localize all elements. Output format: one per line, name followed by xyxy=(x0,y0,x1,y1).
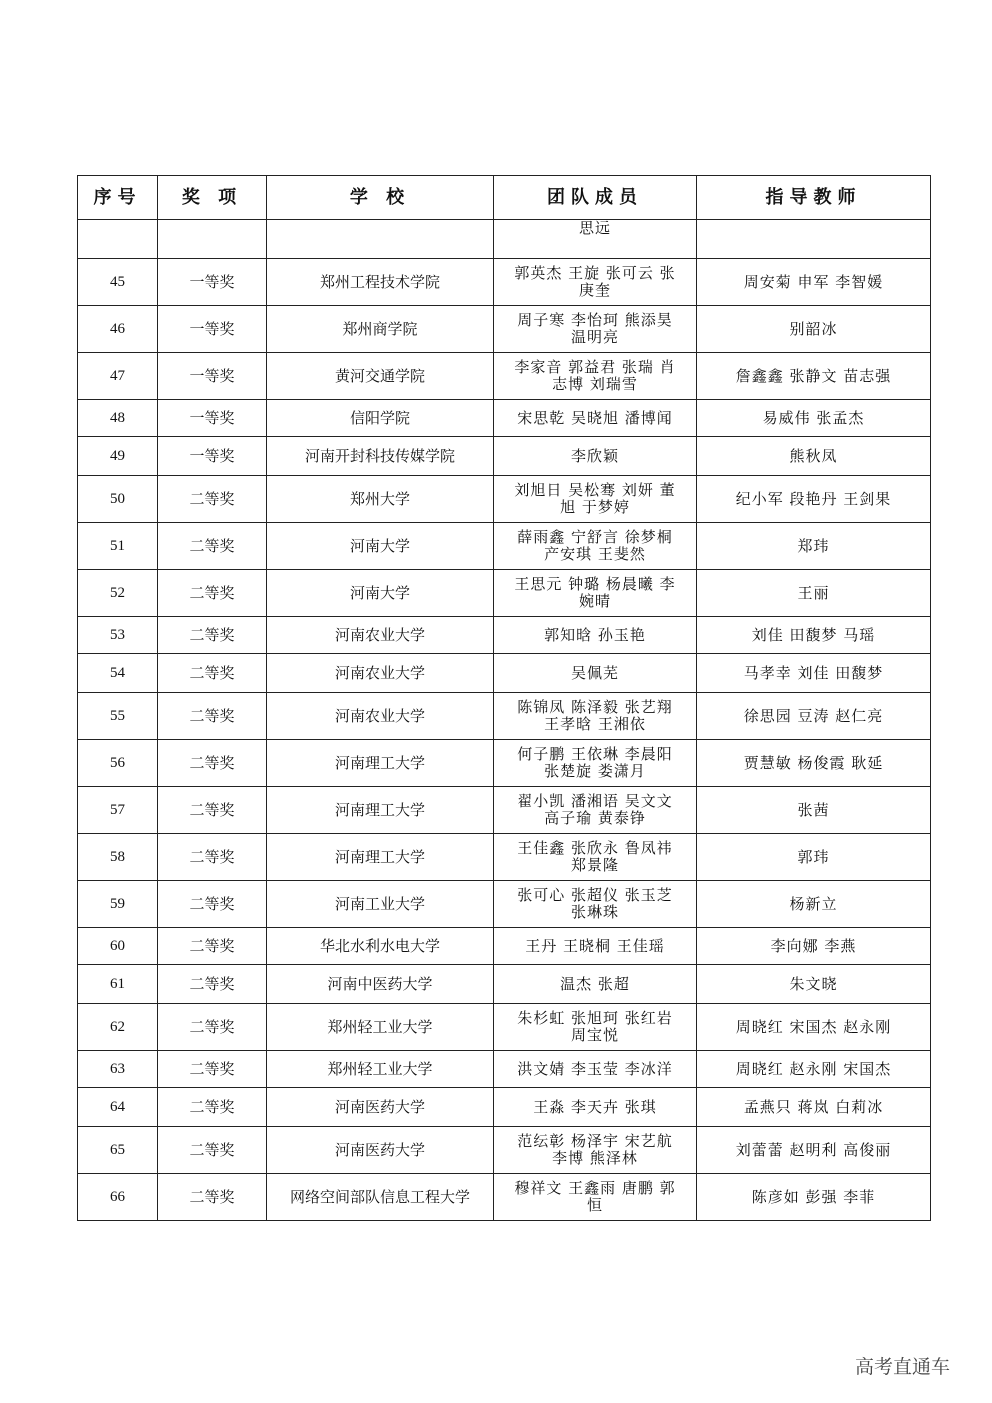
cell-members: 翟小凯 潘湘语 吴文文 高子瑜 黄泰铮 xyxy=(494,787,697,834)
cell-school: 河南大学 xyxy=(267,570,494,617)
cell-award: 二等奖 xyxy=(158,1127,267,1174)
cell-no: 65 xyxy=(78,1127,158,1174)
cell-teachers: 刘蕾蕾 赵明利 高俊丽 xyxy=(697,1127,931,1174)
cell-teachers: 王丽 xyxy=(697,570,931,617)
cell-school: 河南理工大学 xyxy=(267,740,494,787)
cell-teachers: 朱文晓 xyxy=(697,965,931,1004)
table-row xyxy=(78,965,931,1004)
cell-members: 穆祥文 王鑫雨 唐鹏 郭恒 xyxy=(494,1174,697,1221)
cell-school: 网络空间部队信息工程大学 xyxy=(267,1174,494,1221)
cell-teachers xyxy=(697,220,931,259)
cell-members: 范纭彰 杨泽宇 宋艺航 李博 熊泽林 xyxy=(494,1127,697,1174)
cell-teachers: 孟燕只 蒋岚 白莉冰 xyxy=(697,1088,931,1127)
cell-teachers: 张茜 xyxy=(697,787,931,834)
cell-teachers: 贾慧敏 杨俊霞 耿延 xyxy=(697,740,931,787)
cell-members: 薛雨鑫 宁舒言 徐梦桐 产安琪 王斐然 xyxy=(494,523,697,570)
cell-members: 张可心 张超仪 张玉芝 张琳珠 xyxy=(494,881,697,928)
cell-members: 思远 xyxy=(494,220,697,259)
cell-no: 63 xyxy=(78,1051,158,1088)
cell-no: 60 xyxy=(78,928,158,965)
cell-school: 河南医药大学 xyxy=(267,1127,494,1174)
cell-members: 王佳鑫 张欣永 鲁凤祎 郑景隆 xyxy=(494,834,697,881)
cell-award: 二等奖 xyxy=(158,965,267,1004)
cell-school: 郑州大学 xyxy=(267,476,494,523)
cell-members: 温杰 张超 xyxy=(494,965,697,1004)
cell-teachers: 刘佳 田馥梦 马瑶 xyxy=(697,617,931,654)
header-members: 团队成员 xyxy=(494,176,697,220)
cell-school: 郑州轻工业大学 xyxy=(267,1051,494,1088)
table-row xyxy=(78,306,931,353)
table-row xyxy=(78,617,931,654)
cell-school: 郑州工程技术学院 xyxy=(267,259,494,306)
cell-teachers: 周安菊 申军 李智媛 xyxy=(697,259,931,306)
cell-award xyxy=(158,220,267,259)
cell-award: 一等奖 xyxy=(158,259,267,306)
table-row xyxy=(78,220,931,259)
cell-members: 宋思乾 吴晓旭 潘博闻 xyxy=(494,400,697,437)
cell-members: 陈锦凤 陈泽毅 张艺翔 王孝晗 王湘依 xyxy=(494,693,697,740)
cell-school: 河南农业大学 xyxy=(267,617,494,654)
cell-members: 吴佩芜 xyxy=(494,654,697,693)
table-row xyxy=(78,740,931,787)
cell-award: 二等奖 xyxy=(158,476,267,523)
cell-no: 61 xyxy=(78,965,158,1004)
cell-school: 河南农业大学 xyxy=(267,654,494,693)
cell-members: 郭知晗 孙玉艳 xyxy=(494,617,697,654)
cell-award: 二等奖 xyxy=(158,740,267,787)
cell-award: 二等奖 xyxy=(158,1004,267,1051)
cell-school: 河南理工大学 xyxy=(267,787,494,834)
cell-no: 55 xyxy=(78,693,158,740)
cell-teachers: 纪小军 段艳丹 王剑果 xyxy=(697,476,931,523)
table-row xyxy=(78,928,931,965)
cell-members: 周子寒 李怡珂 熊添昊 温明亮 xyxy=(494,306,697,353)
cell-no: 62 xyxy=(78,1004,158,1051)
cell-no: 45 xyxy=(78,259,158,306)
table-row xyxy=(78,570,931,617)
cell-members: 李家音 郭益君 张瑞 肖志博 刘瑞雪 xyxy=(494,353,697,400)
cell-school: 黄河交通学院 xyxy=(267,353,494,400)
cell-teachers: 周晓红 赵永刚 宋国杰 xyxy=(697,1051,931,1088)
table-row xyxy=(78,353,931,400)
table-row xyxy=(78,693,931,740)
cell-no: 48 xyxy=(78,400,158,437)
table-row xyxy=(78,834,931,881)
cell-no: 46 xyxy=(78,306,158,353)
cell-members: 李欣颖 xyxy=(494,437,697,476)
cell-no: 59 xyxy=(78,881,158,928)
cell-school: 河南农业大学 xyxy=(267,693,494,740)
cell-award: 一等奖 xyxy=(158,353,267,400)
cell-school: 河南大学 xyxy=(267,523,494,570)
cell-no: 54 xyxy=(78,654,158,693)
cell-award: 二等奖 xyxy=(158,1088,267,1127)
cell-school: 河南开封科技传媒学院 xyxy=(267,437,494,476)
cell-no: 66 xyxy=(78,1174,158,1221)
cell-teachers: 易威伟 张孟杰 xyxy=(697,400,931,437)
cell-no: 53 xyxy=(78,617,158,654)
cell-teachers: 郭玮 xyxy=(697,834,931,881)
cell-award: 二等奖 xyxy=(158,1051,267,1088)
cell-teachers: 马孝幸 刘佳 田馥梦 xyxy=(697,654,931,693)
cell-school: 河南工业大学 xyxy=(267,881,494,928)
cell-no: 57 xyxy=(78,787,158,834)
table-row xyxy=(78,1088,931,1127)
header-no: 序号 xyxy=(78,176,158,220)
cell-no: 58 xyxy=(78,834,158,881)
cell-members: 王思元 钟璐 杨晨曦 李婉晴 xyxy=(494,570,697,617)
cell-teachers: 周晓红 宋国杰 赵永刚 xyxy=(697,1004,931,1051)
header-award: 奖 项 xyxy=(158,176,267,220)
cell-award: 二等奖 xyxy=(158,834,267,881)
table-row xyxy=(78,1051,931,1088)
cell-teachers: 熊秋凤 xyxy=(697,437,931,476)
table-row xyxy=(78,476,931,523)
cell-school: 河南理工大学 xyxy=(267,834,494,881)
cell-members: 洪文婧 李玉莹 李冰洋 xyxy=(494,1051,697,1088)
cell-award: 二等奖 xyxy=(158,617,267,654)
cell-teachers: 徐思园 豆涛 赵仁亮 xyxy=(697,693,931,740)
cell-school: 华北水利水电大学 xyxy=(267,928,494,965)
cell-teachers: 李向娜 李燕 xyxy=(697,928,931,965)
table-row xyxy=(78,881,931,928)
table-row xyxy=(78,259,931,306)
cell-award: 二等奖 xyxy=(158,928,267,965)
cell-award: 二等奖 xyxy=(158,523,267,570)
cell-no xyxy=(78,220,158,259)
cell-no: 50 xyxy=(78,476,158,523)
header-school: 学 校 xyxy=(267,176,494,220)
cell-award: 二等奖 xyxy=(158,787,267,834)
cell-teachers: 陈彦如 彭强 李菲 xyxy=(697,1174,931,1221)
cell-school: 河南中医药大学 xyxy=(267,965,494,1004)
table-header-row xyxy=(78,176,931,220)
cell-no: 52 xyxy=(78,570,158,617)
cell-school: 信阳学院 xyxy=(267,400,494,437)
cell-school: 郑州商学院 xyxy=(267,306,494,353)
cell-members: 王淼 李天卉 张琪 xyxy=(494,1088,697,1127)
table-row xyxy=(78,400,931,437)
table-row xyxy=(78,437,931,476)
cell-award: 二等奖 xyxy=(158,570,267,617)
table-row xyxy=(78,654,931,693)
table-row xyxy=(78,1004,931,1051)
cell-teachers: 詹鑫鑫 张静文 苗志强 xyxy=(697,353,931,400)
cell-no: 64 xyxy=(78,1088,158,1127)
cell-members: 何子鹏 王依琳 李晨阳 张楚旋 娄潇月 xyxy=(494,740,697,787)
cell-teachers: 杨新立 xyxy=(697,881,931,928)
header-teachers: 指导教师 xyxy=(697,176,931,220)
table-row xyxy=(78,787,931,834)
cell-members: 王丹 王晓桐 王佳瑶 xyxy=(494,928,697,965)
table-body xyxy=(78,220,931,1221)
table-row xyxy=(78,523,931,570)
cell-teachers: 郑玮 xyxy=(697,523,931,570)
table-row xyxy=(78,1127,931,1174)
cell-members: 郭英杰 王旋 张可云 张庚奎 xyxy=(494,259,697,306)
cell-no: 56 xyxy=(78,740,158,787)
cell-school: 河南医药大学 xyxy=(267,1088,494,1127)
cell-school xyxy=(267,220,494,259)
cell-award: 二等奖 xyxy=(158,693,267,740)
cell-no: 51 xyxy=(78,523,158,570)
cell-award: 一等奖 xyxy=(158,306,267,353)
cell-award: 二等奖 xyxy=(158,1174,267,1221)
cell-award: 一等奖 xyxy=(158,400,267,437)
cell-members: 朱杉虹 张旭珂 张红岩 周宝悦 xyxy=(494,1004,697,1051)
cell-no: 49 xyxy=(78,437,158,476)
award-list-table xyxy=(77,175,931,1221)
cell-no: 47 xyxy=(78,353,158,400)
cell-award: 一等奖 xyxy=(158,437,267,476)
cell-award: 二等奖 xyxy=(158,654,267,693)
cell-teachers: 别韶冰 xyxy=(697,306,931,353)
cell-award: 二等奖 xyxy=(158,881,267,928)
table-row xyxy=(78,1174,931,1221)
cell-school: 郑州轻工业大学 xyxy=(267,1004,494,1051)
cell-members: 刘旭日 吴松骞 刘妍 董旭 于梦婷 xyxy=(494,476,697,523)
watermark-text: 高考直通车 xyxy=(855,1356,951,1378)
